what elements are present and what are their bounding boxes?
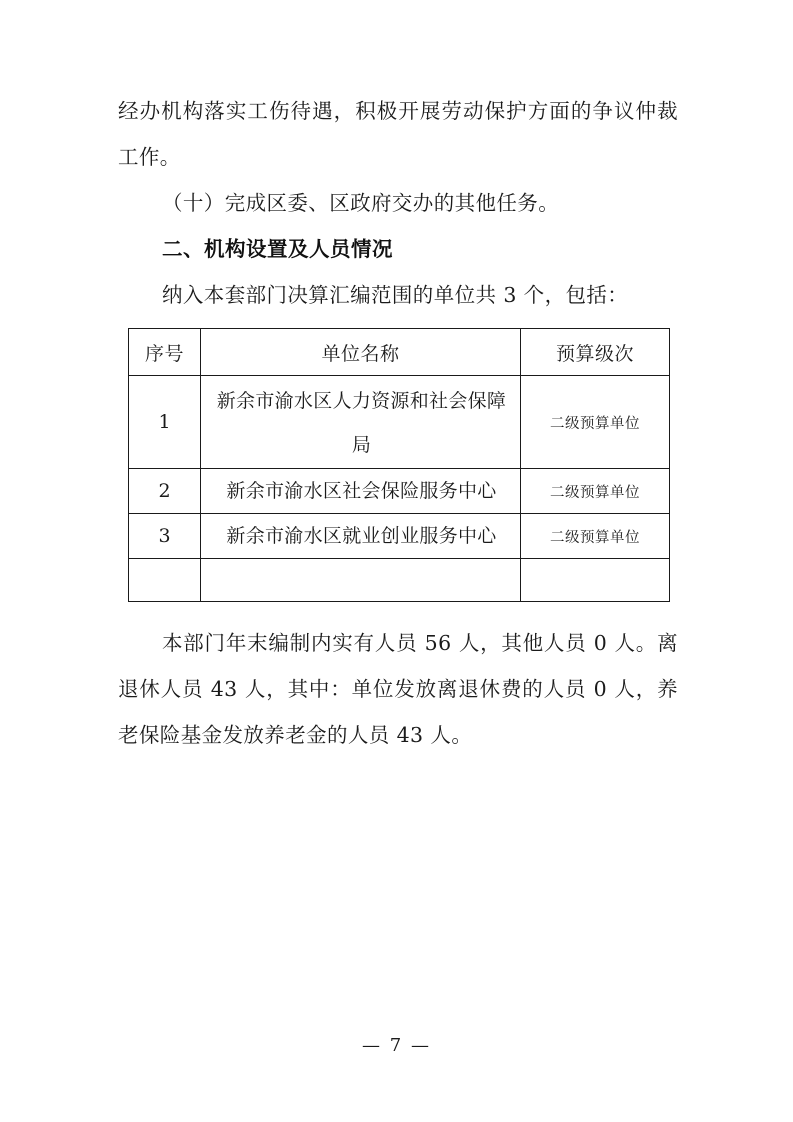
paragraph-continuation: 经办机构落实工伤待遇，积极开展劳动保护方面的争议仲裁工作。	[118, 99, 678, 169]
page-content	[118, 88, 678, 758]
table-header-row	[129, 329, 670, 376]
units-table	[128, 328, 670, 602]
cell-unit-name: 新余市渝水区就业创业服务中心	[201, 514, 521, 559]
section-heading: 二、机构设置及人员情况	[162, 237, 393, 261]
cell-budget-level: 二级预算单位	[521, 469, 670, 514]
table-row	[129, 514, 670, 559]
table-header-no: 序号	[129, 329, 201, 376]
cell-budget-level: 二级预算单位	[521, 376, 670, 469]
cell-budget-level: 二级预算单位	[521, 514, 670, 559]
paragraph-item-ten: （十）完成区委、区政府交办的其他任务。	[162, 191, 560, 215]
cell-no: 2	[129, 469, 201, 514]
table-row	[129, 469, 670, 514]
cell-unit-name: 新余市渝水区社会保险服务中心	[201, 469, 521, 514]
cell-no	[129, 559, 201, 602]
cell-budget-level	[521, 559, 670, 602]
cell-no: 1	[129, 376, 201, 469]
cell-unit-name	[201, 559, 521, 602]
table-header-level: 预算级次	[521, 329, 670, 376]
table-intro-text: 纳入本套部门决算汇编范围的单位共 3 个，包括：	[162, 283, 629, 307]
table-header-name: 单位名称	[201, 329, 521, 376]
table-body	[129, 376, 670, 602]
page-number: — 7 —	[362, 1035, 431, 1056]
cell-unit-name: 新余市渝水区人力资源和社会保障局	[201, 376, 521, 469]
table-row	[129, 376, 670, 469]
table-header	[129, 329, 670, 376]
cell-no: 3	[129, 514, 201, 559]
table-row	[129, 559, 670, 602]
paragraph-staffing: 本部门年末编制内实有人员 56 人，其他人员 0 人。离退休人员 43 人，其中：单位发放离退休费的人员 0 人，养老保险基金发放养老金的人员 43 人。	[118, 631, 678, 747]
